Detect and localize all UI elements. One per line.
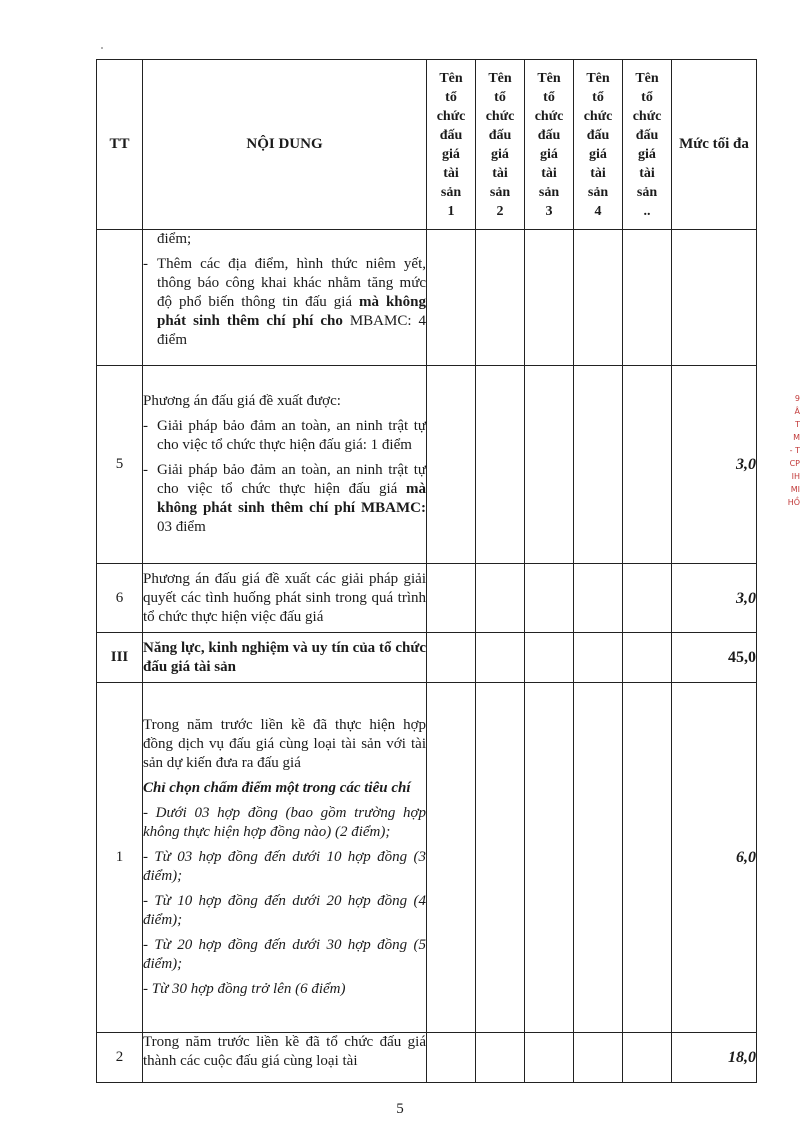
row-III-1-intro: Trong năm trước liền kề đã thực hiện hợp đồng dịch vụ đấu giá cùng loại tài sản với tài sản dự kiến đưa ra đấu giá [143, 717, 426, 771]
section-score: 45,0 [672, 633, 757, 683]
row-number: 2 [97, 1033, 143, 1083]
row-III-2-content: Trong năm trước liền kề đã tổ chức đấu giá thành các cuộc đấu giá cùng loại tài [143, 1033, 427, 1083]
row-III-2-score: 18,0 [672, 1033, 757, 1083]
header-content: NỘI DUNG [143, 60, 427, 230]
header-org-3: Tên tổ chức đấu giá tài sản 3 [525, 60, 574, 230]
row-III [97, 633, 757, 683]
criteria-item: - Từ 30 hợp đồng trở lên (6 điểm) [143, 981, 346, 997]
red-stamp-fragment: 9 Â T M - T CP IH MI HỒ [787, 394, 800, 507]
row-III-2 [97, 1033, 757, 1083]
bullet-item: - Giải pháp bảo đảm an toàn, an ninh trật tự cho việc tổ chức thực hiện đấu giá mà không phát sinh thêm chí phí MBAMC: 03 điểm [143, 462, 426, 535]
header-org-5: Tên tổ chức đấu giá tài sản .. [623, 60, 672, 230]
header-tt: TT [97, 60, 143, 230]
row-III-1-content [143, 683, 427, 1033]
scan-speck [101, 47, 103, 49]
header-org-2: Tên tổ chức đấu giá tài sản 2 [476, 60, 525, 230]
continued-line: điểm; [157, 231, 192, 247]
row-6-score: 3,0 [672, 564, 757, 633]
header-row [97, 60, 757, 230]
bullet-item: - Giải pháp bảo đảm an toàn, an ninh trật tự cho việc tổ chức thực hiện đấu giá: 1 điểm [143, 418, 426, 453]
section-title: Năng lực, kinh nghiệm và uy tín của tổ chức đấu giá tài sản [143, 633, 427, 683]
row-5-intro: Phương án đấu giá đề xuất được: [143, 393, 341, 409]
criteria-item: - Từ 20 hợp đồng đến dưới 30 hợp đồng (5 điểm); [143, 937, 426, 972]
row-number: 5 [97, 366, 143, 564]
row-5-content [143, 366, 427, 564]
row-III-1 [97, 683, 757, 1033]
criteria-item: - Từ 03 hợp đồng đến dưới 10 hợp đồng (3 điểm); [143, 849, 426, 884]
criteria-note: Chỉ chọn chấm điểm một trong các tiêu chí [143, 780, 411, 796]
header-org-4: Tên tổ chức đấu giá tài sản 4 [574, 60, 623, 230]
row-continued [97, 230, 757, 366]
row-number: 1 [97, 683, 143, 1033]
row-6-content: Phương án đấu giá đề xuất các giải pháp giải quyết các tình huống phát sinh trong quá trình tổ chức thực hiện việc đấu giá [143, 564, 427, 633]
header-org-1: Tên tổ chức đấu giá tài sản 1 [427, 60, 476, 230]
row-5 [97, 366, 757, 564]
scoring-table [96, 59, 757, 1083]
criteria-item: - Từ 10 hợp đồng đến dưới 20 hợp đồng (4 điểm); [143, 893, 426, 928]
page-number: 5 [396, 1101, 404, 1117]
continued-content [143, 230, 427, 366]
bullet-item: - Thêm các địa điểm, hình thức niêm yết, thông báo công khai khác nhằm tăng mức độ phổ biến thông tin đấu giá mà không phát sinh thêm chí phí cho MBAMC: 4 điểm [143, 256, 426, 348]
section-number: III [97, 633, 143, 683]
row-III-1-score: 6,0 [672, 683, 757, 1033]
criteria-item: - Dưới 03 hợp đồng (bao gồm trường hợp không thực hiện hợp đồng nào) (2 điểm); [143, 805, 426, 840]
row-6 [97, 564, 757, 633]
row-5-score: 3,0 [672, 366, 757, 564]
header-max-score: Mức tối đa [672, 60, 757, 230]
row-number: 6 [97, 564, 143, 633]
